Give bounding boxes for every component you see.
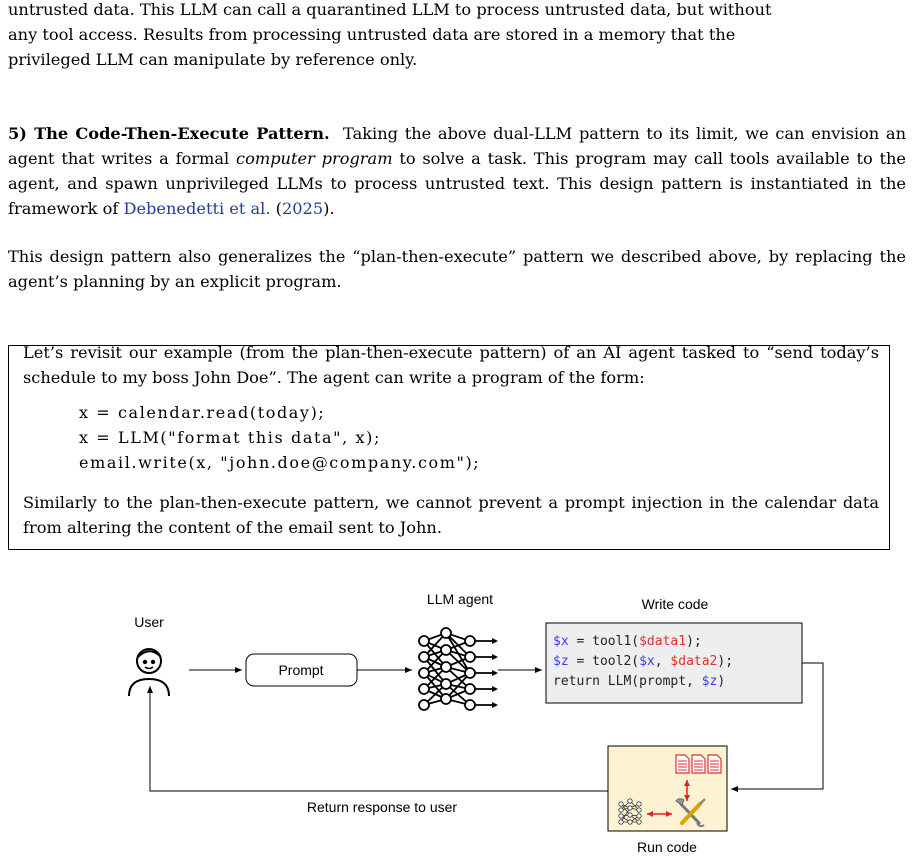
document-icon [676,755,689,773]
paragraph-generalization: This design pattern also generalizes the “plan-then-execute” pattern we described above, by replacing the agent’s planning by an explicit program. [8,247,906,291]
document-icon [708,755,721,773]
fig-code-line-3: return LLM(prompt, $z) [553,674,726,689]
example-intro: Let’s revisit our example (from the plan-then-execute pattern) of an AI agent tasked to “send today’s schedule to my boss John Doe”. The agent can write a program of the form: [23,343,879,387]
return-label: Return response to user [306,799,458,815]
section-text-b: to solve a task. This program may call tools available to the agent, and spawn unprivileged LLMs to process untrusted text. This design pattern is instantiated in the framework of [8,149,906,218]
code-line-1: x = calendar.read(today); [79,403,326,422]
top-line-3: privileged LLM can manipulate by reference only. [8,50,418,69]
top-line-2: any tool access. Results from processing untrusted data are stored in a memory that the [8,25,736,44]
write-code-label: Write code [641,596,709,612]
neural-network-icon [419,628,498,710]
agent-label: LLM agent [426,591,494,607]
fig-code-line-1: $x = tool1($data1); [553,634,702,649]
section-emphasis: computer program [236,149,393,168]
code-line-3: email.write(x, "john.doe@company.com"); [79,453,481,472]
fig-code-line-2: $z = tool2($x, $data2); [553,654,734,669]
section-heading: 5) The Code-Then-Execute Pattern. [8,124,330,143]
run-code-label: Run code [637,839,697,855]
user-icon [129,649,169,696]
document-icon [692,755,705,773]
citation-year-link[interactable]: 2025 [281,199,324,218]
user-label: User [134,614,164,630]
citation-author-link[interactable]: Debenedetti et al. [123,199,271,218]
prompt-label: Prompt [278,662,324,678]
code-line-2: x = LLM("format this data", x); [79,428,381,447]
citation-paren-open: ( [270,199,282,218]
top-line-1: untrusted data. This LLM can call a quarantined LLM to process untrusted data, but without [8,0,772,19]
example-outro: Similarly to the plan-then-execute pattern, we cannot prevent a prompt injection in the calendar data from altering the content of the email sent to John. [23,493,879,537]
citation-paren-close: ). [323,199,335,218]
document-icons [676,755,721,773]
arrow-return-to-user [150,686,608,791]
section-text-a: Taking the above dual-LLM pattern to its limit, we can envision an agent that writes a formal [8,124,906,168]
